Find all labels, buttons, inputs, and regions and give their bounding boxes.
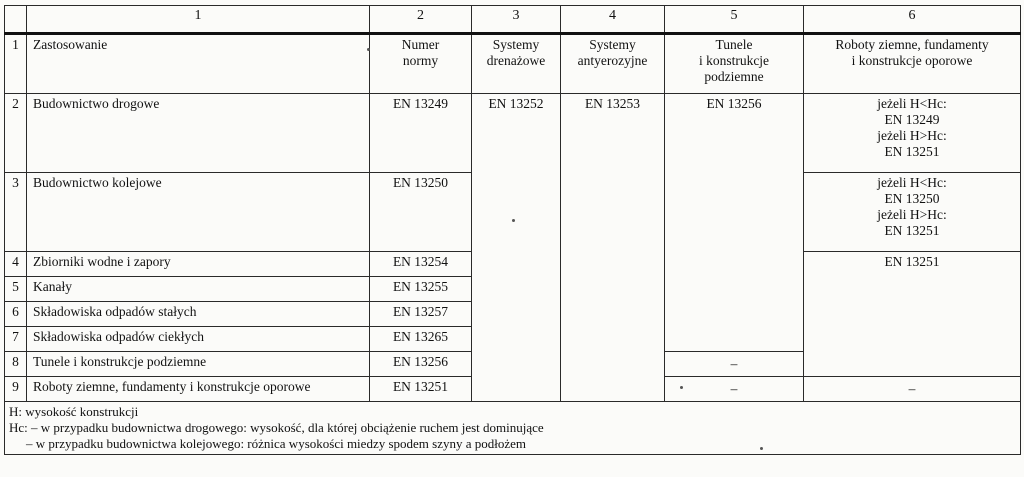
column-label-norm-number (370, 34, 472, 94)
header-cell-5: 5 (665, 6, 804, 34)
column-label-earthworks (804, 34, 1021, 94)
condition-line: jeżeli H<Hc: (877, 175, 947, 190)
label-line: podziemne (704, 69, 764, 84)
geosynthetics-standards-table (4, 5, 1021, 455)
row-number: 3 (5, 173, 27, 252)
label-line: Tunele (715, 37, 753, 52)
label-line: i konstrukcje oporowe (851, 53, 973, 68)
column-label-drainage-systems (472, 34, 561, 94)
condition-line: EN 13249 (884, 112, 940, 127)
application-name: Składowiska odpadów stałych (27, 302, 370, 327)
application-name: Budownictwo kolejowe (27, 173, 370, 252)
condition-line: jeżeli H>Hc: (877, 207, 947, 222)
label-line: drenażowe (486, 53, 546, 68)
column-number-header-row (5, 6, 1021, 34)
row-number: 7 (5, 327, 27, 352)
anti-erosion-norm-cell: EN 13253 (561, 94, 665, 402)
header-cell-3: 3 (472, 6, 561, 34)
earthworks-conditional-cell (804, 94, 1021, 173)
condition-line: EN 13250 (884, 191, 940, 206)
footnote-line: – w przypadku budownictwa kolejowego: różnica wysokości miedzy spodem szyny a podłożem (26, 436, 527, 451)
label-line: antyerozyjne (577, 53, 648, 68)
earthworks-dash-cell: – (804, 377, 1021, 402)
scan-speck (680, 386, 683, 389)
column-label-tunnels (665, 34, 804, 94)
condition-line: jeżeli H<Hc: (877, 96, 947, 111)
header-cell-4: 4 (561, 6, 665, 34)
condition-line: EN 13251 (884, 144, 940, 159)
earthworks-norm-cell: EN 13251 (804, 252, 1021, 377)
label-line: Systemy (589, 37, 636, 52)
condition-line: EN 13251 (884, 223, 940, 238)
drainage-norm-cell: EN 13252 (472, 94, 561, 402)
norm-number: EN 13251 (370, 377, 472, 402)
condition-line: jeżeli H>Hc: (877, 128, 947, 143)
footnote-line: Hc: – w przypadku budownictwa drogowego: wysokość, dla której obciążenie ruchem jest dominujące (9, 420, 544, 435)
row-number: 6 (5, 302, 27, 327)
header-cell-6: 6 (804, 6, 1021, 34)
tunnels-dash-cell: – (665, 352, 804, 377)
norm-number: EN 13250 (370, 173, 472, 252)
header-cell-empty (5, 6, 27, 34)
label-line: Numer (401, 37, 440, 52)
header-cell-1: 1 (27, 6, 370, 34)
row-number: 9 (5, 377, 27, 402)
table-row (5, 94, 1021, 173)
application-name: Składowiska odpadów ciekłych (27, 327, 370, 352)
tunnels-norm-cell: EN 13256 (665, 94, 804, 352)
scan-speck (512, 219, 515, 222)
label-line: Roboty ziemne, fundamenty (835, 37, 989, 52)
row-number: 1 (5, 34, 27, 94)
norm-number: EN 13265 (370, 327, 472, 352)
label-line: normy (402, 53, 439, 68)
column-label-anti-erosion-systems (561, 34, 665, 94)
row-number: 8 (5, 352, 27, 377)
norm-number: EN 13255 (370, 277, 472, 302)
row-number: 5 (5, 277, 27, 302)
footnote-cell (5, 402, 1021, 455)
footnote-row (5, 402, 1021, 455)
tunnels-dash-cell: – (665, 377, 804, 402)
scan-speck (367, 48, 370, 51)
application-name: Kanały (27, 277, 370, 302)
header-cell-2: 2 (370, 6, 472, 34)
norm-number: EN 13249 (370, 94, 472, 173)
norm-number: EN 13256 (370, 352, 472, 377)
label-line: i konstrukcje (698, 53, 770, 68)
table-row-header-labels (5, 34, 1021, 94)
column-label-application: Zastosowanie (27, 34, 370, 94)
application-name: Tunele i konstrukcje podziemne (27, 352, 370, 377)
norm-number: EN 13257 (370, 302, 472, 327)
footnote-line: H: wysokość konstrukcji (9, 404, 139, 419)
earthworks-conditional-cell (804, 173, 1021, 252)
label-line: Systemy (492, 37, 540, 52)
row-number: 4 (5, 252, 27, 277)
application-name: Budownictwo drogowe (27, 94, 370, 173)
application-name: Zbiorniki wodne i zapory (27, 252, 370, 277)
scan-speck (760, 447, 763, 450)
application-name: Roboty ziemne, fundamenty i konstrukcje oporowe (27, 377, 370, 402)
norm-number: EN 13254 (370, 252, 472, 277)
row-number: 2 (5, 94, 27, 173)
